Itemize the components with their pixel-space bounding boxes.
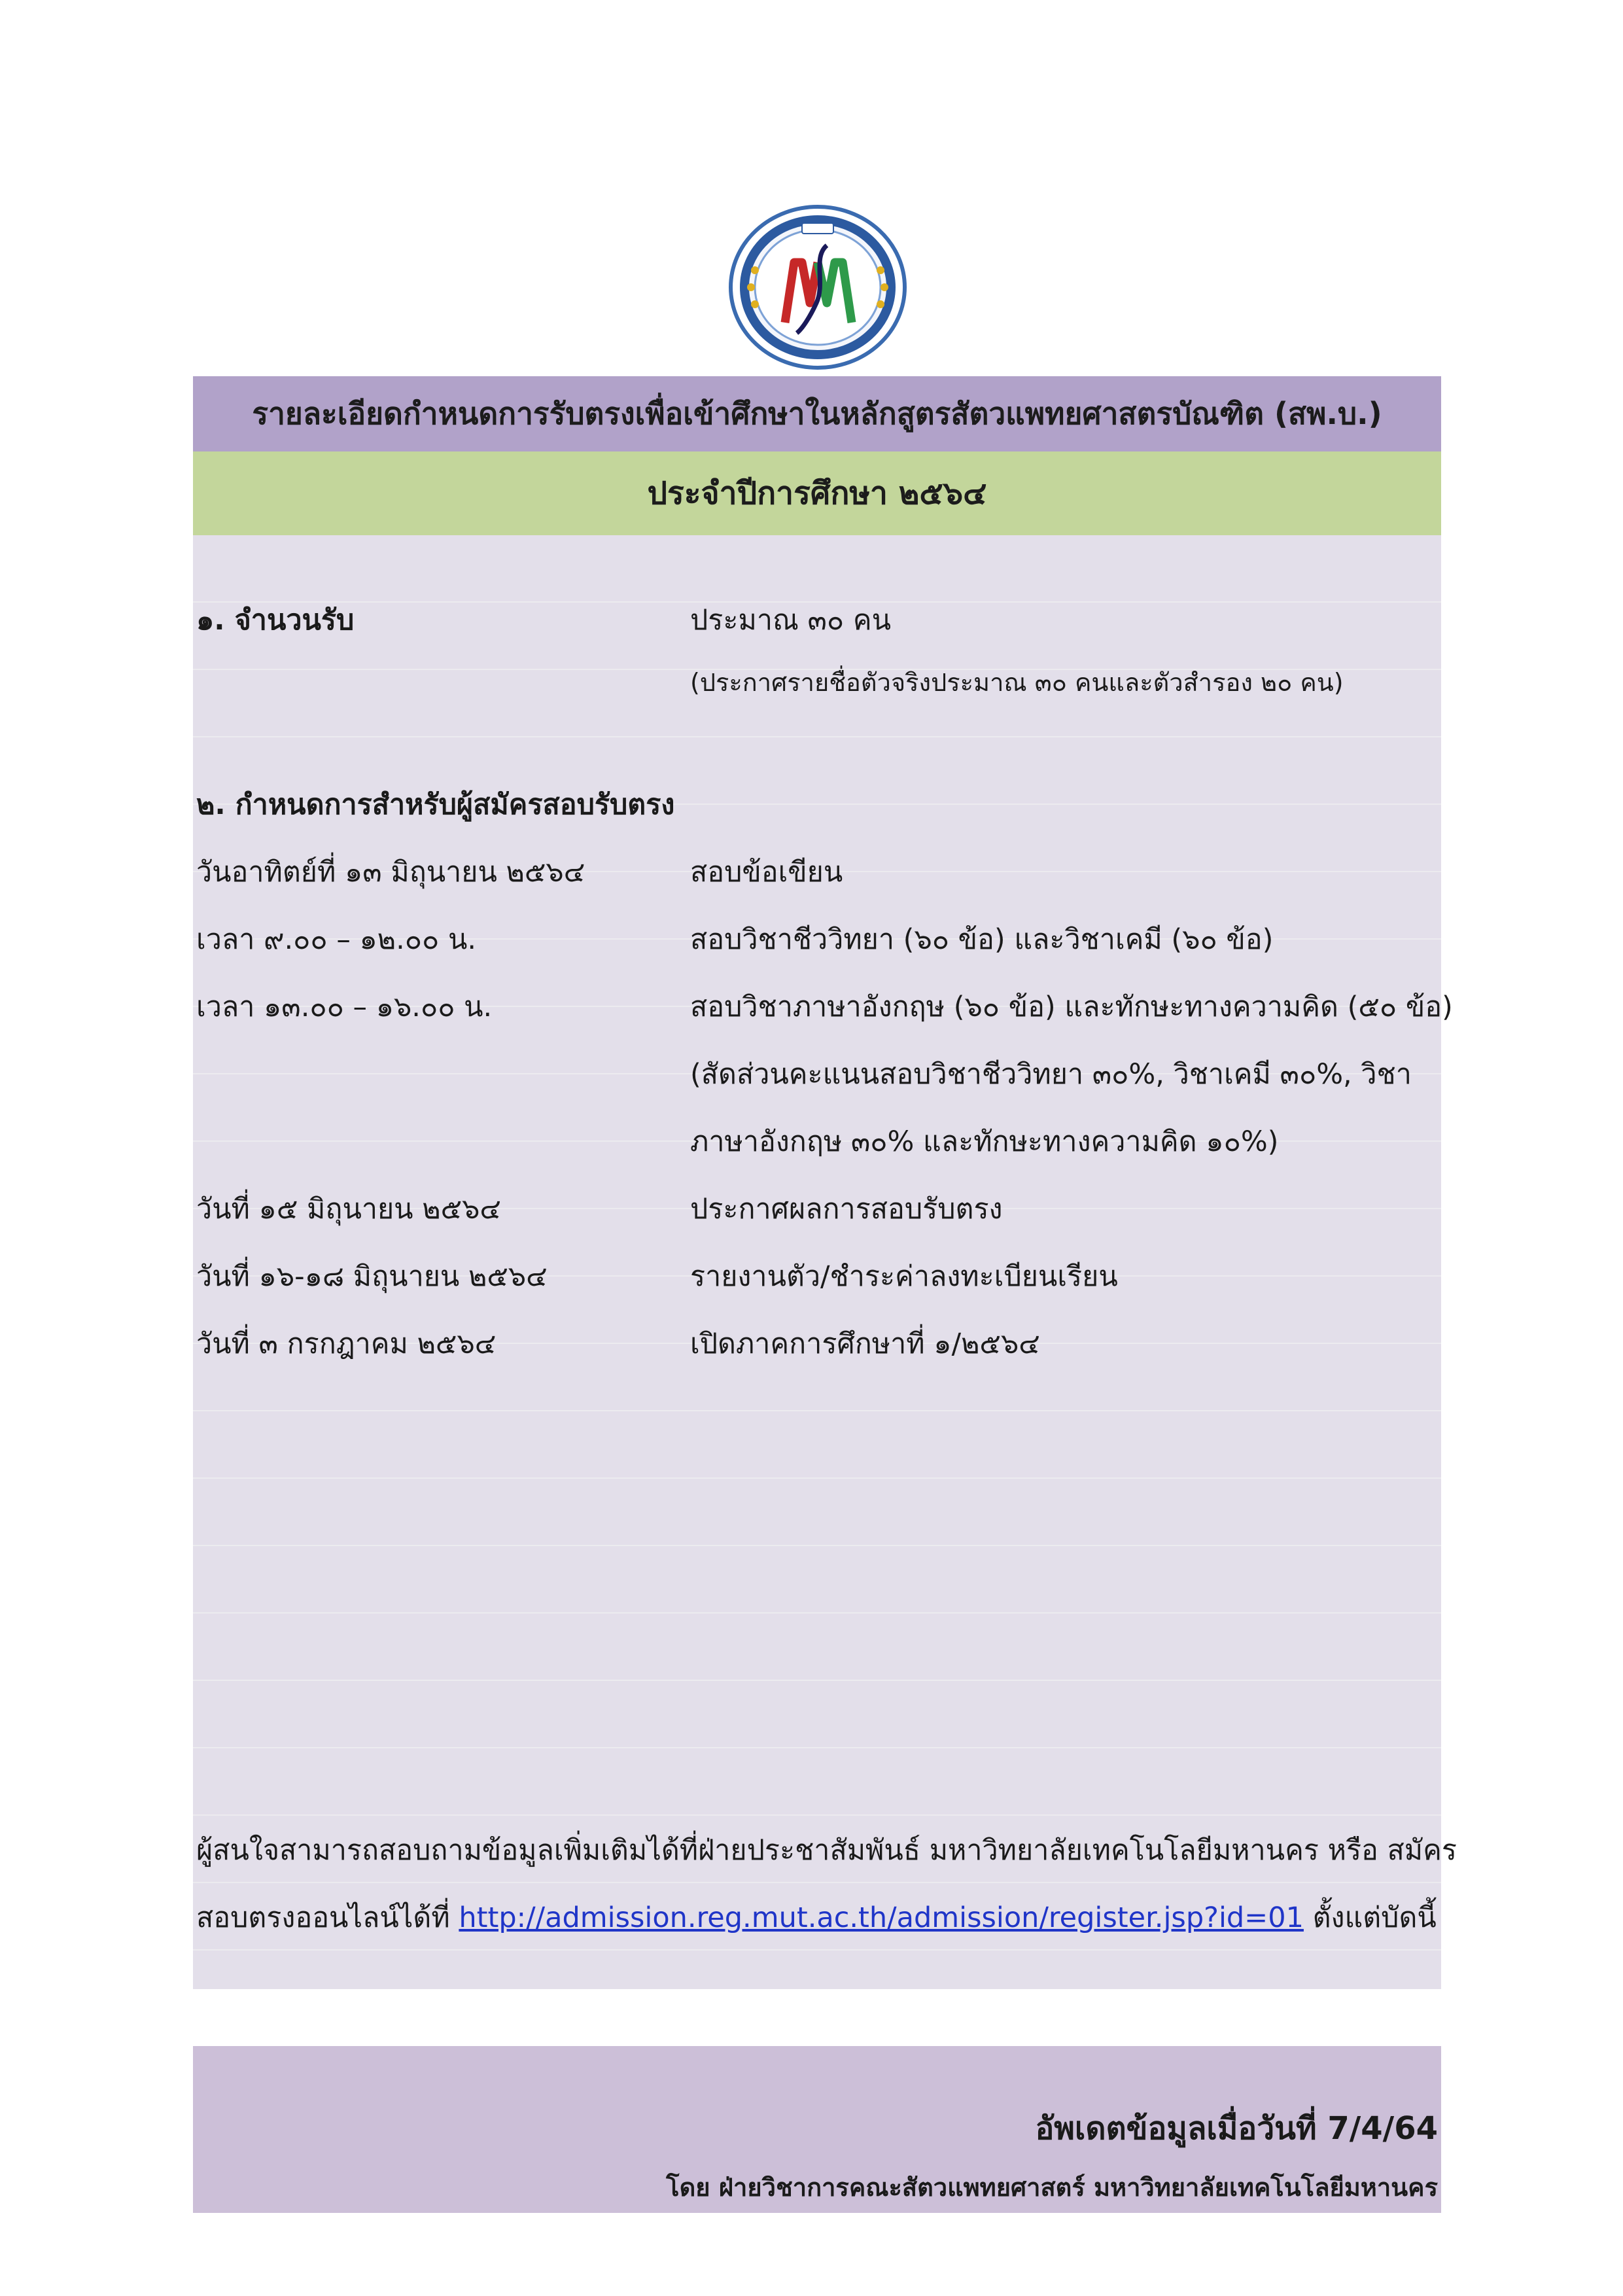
schedule-detail: สอบวิชาชีววิทยา (๖๐ ข้อ) และวิชาเคมี (๖๐ ข้อ) xyxy=(690,923,1274,956)
schedule-date: วันที่ ๓ กรกฎาคม ๒๕๖๔ xyxy=(196,1328,497,1360)
quota-note: (ประกาศรายชื่อตัวจริงประมาณ ๓๐ คนและตัวสำรอง ๒๐ คน) xyxy=(690,668,1344,697)
schedule-detail: ภาษาอังกฤษ ๓๐% และทักษะทางความคิด ๑๐%) xyxy=(690,1125,1279,1158)
contact-note-line-2 xyxy=(196,1898,1437,1937)
schedule-body xyxy=(193,535,1457,1989)
register-link[interactable]: http://admission.reg.mut.ac.th/admission/register.jsp?id=01 xyxy=(459,1901,1304,1934)
issued-by: โดย ฝ่ายวิชาการคณะสัตวแพทยศาสตร์ มหาวิทยาลัยเทคโนโลยีมหานคร xyxy=(666,2173,1438,2202)
contact-note-line-1: ผู้สนใจสามารถสอบถามข้อมูลเพิ่มเติมได้ที่ฝ่ายประชาสัมพันธ์ มหาวิทยาลัยเทคโนโลยีมหานคร หรือ สมัคร xyxy=(196,1834,1457,1867)
schedule-detail: รายงานตัว/ชำระค่าลงทะเบียนเรียน xyxy=(690,1260,1118,1293)
schedule-date: วันที่ ๑๕ มิถุนายน ๒๕๖๔ xyxy=(196,1193,501,1226)
schedule-detail: ประกาศผลการสอบรับตรง xyxy=(690,1193,1003,1226)
faculty-seal-icon xyxy=(729,205,907,370)
contact-note-suffix: ตั้งแต่บัดนี้ xyxy=(1303,1901,1437,1934)
schedule-detail: (สัดส่วนคะแนนสอบวิชาชีววิทยา ๓๐%, วิชาเคมี ๓๐%, วิชา xyxy=(690,1058,1412,1091)
schedule-date: เวลา ๑๓.๐๐ – ๑๖.๐๐ น. xyxy=(196,991,493,1023)
quota-value: ประมาณ ๓๐ คน xyxy=(690,604,892,637)
schedule-date: วันอาทิตย์ที่ ๑๓ มิถุนายน ๒๕๖๔ xyxy=(196,856,585,889)
academic-year-bar xyxy=(193,451,1441,535)
schedule-detail: สอบข้อเขียน xyxy=(690,856,843,889)
schedule-date: วันที่ ๑๖-๑๘ มิถุนายน ๒๕๖๔ xyxy=(196,1260,548,1293)
document-title: รายละเอียดกำหนดการรับตรงเพื่อเข้าศึกษาในหลักสูตรสัตวแพทยศาสตรบัณฑิต (สพ.บ.) xyxy=(252,396,1382,431)
schedule-date: เวลา ๙.๐๐ – ๑๒.๐๐ น. xyxy=(196,923,477,956)
contact-note-prefix: สอบตรงออนไลน์ได้ที่ xyxy=(196,1901,459,1934)
update-footer xyxy=(193,2046,1441,2213)
schedule-detail: สอบวิชาภาษาอังกฤษ (๖๐ ข้อ) และทักษะทางความคิด (๕๐ ข้อ) xyxy=(690,991,1453,1023)
academic-year-heading: ประจำปีการศึกษา ๒๕๖๔ xyxy=(647,475,987,512)
section-2-label: ๒. กำหนดการสำหรับผู้สมัครสอบรับตรง xyxy=(196,788,675,821)
document-title-bar xyxy=(193,376,1441,451)
faculty-logo xyxy=(729,205,907,370)
updated-date: อัพเดตข้อมูลเมื่อวันที่ 7/4/64 xyxy=(1035,2110,1438,2147)
section-1-label: ๑. จำนวนรับ xyxy=(196,604,355,637)
schedule-detail: เปิดภาคการศึกษาที่ ๑/๒๕๖๔ xyxy=(690,1328,1040,1360)
